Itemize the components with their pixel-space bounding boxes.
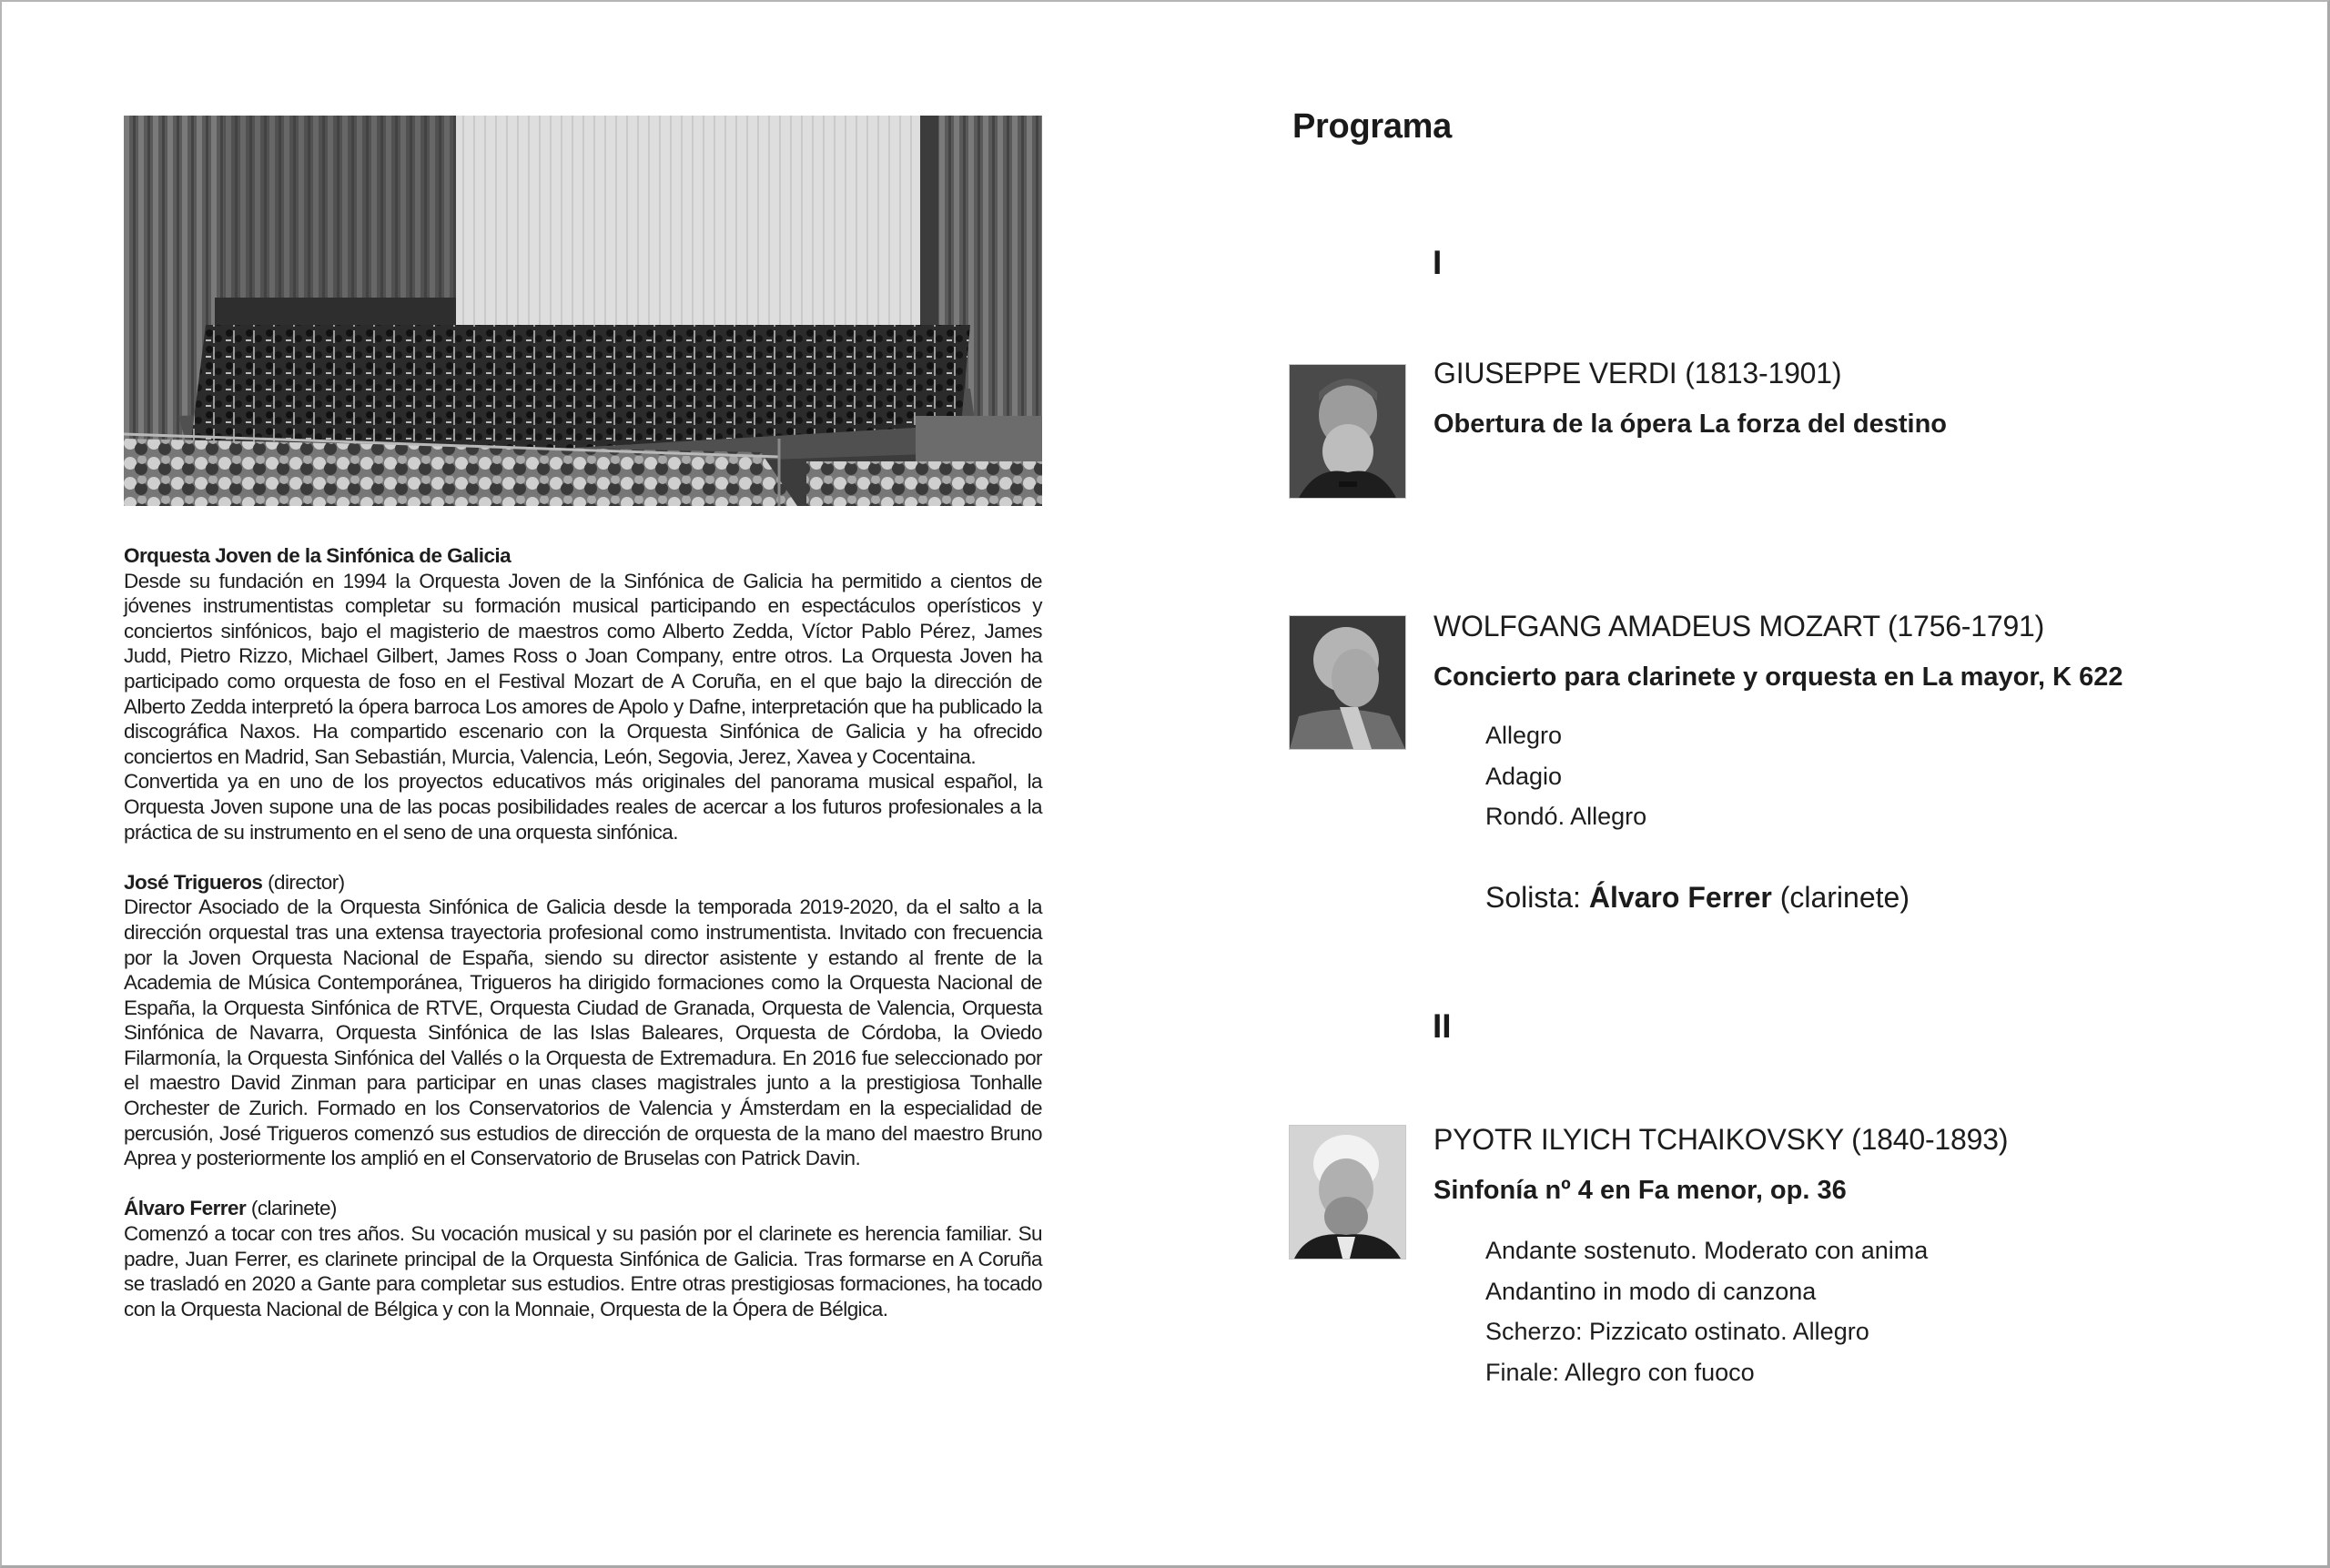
bio-orchestra	[124, 543, 1042, 845]
soloist-name: Álvaro Ferrer	[1588, 881, 1772, 914]
mozart-portrait	[1289, 615, 1406, 750]
part-numeral-2: II	[1433, 1007, 1452, 1045]
movement-item: Rondó. Allegro	[1485, 803, 1647, 830]
bio-soloist	[124, 1196, 1042, 1321]
work-title: Obertura de la ópera La forza del destino	[1433, 410, 1948, 439]
soloist-line	[1485, 881, 1910, 915]
soloist-label: Solista:	[1485, 881, 1589, 914]
verdi-portrait-icon	[1290, 365, 1405, 498]
mozart-portrait-icon	[1290, 616, 1405, 749]
bio-name: José Trigueros	[124, 870, 263, 894]
movement-item: Allegro	[1485, 722, 1563, 749]
work-title: Sinfonía nº 4 en Fa menor, op. 36	[1433, 1176, 1847, 1205]
program-title: Programa	[1292, 107, 1453, 146]
movement-item: Andante sostenuto. Moderato con anima	[1485, 1237, 1929, 1264]
movement-item: Andantino in modo di canzona	[1485, 1277, 1817, 1305]
movement-item: Finale: Allegro con fuoco	[1485, 1358, 1755, 1386]
movement-list	[1485, 1230, 1928, 1392]
movement-list	[1485, 715, 1646, 837]
part-numeral-1: I	[1433, 244, 1443, 281]
bio-heading	[124, 543, 1042, 569]
bio-role: (director)	[262, 870, 345, 894]
bio-director	[124, 870, 1042, 1171]
movement-item: Adagio	[1485, 762, 1563, 790]
bio-name: Orquesta Joven de la Sinfónica de Galicia	[124, 544, 512, 567]
orchestra-photo-icon	[124, 116, 1042, 506]
work-title: Concierto para clarinete y orquesta en La mayor, K 622	[1433, 663, 2123, 692]
bio-text-continued: Convertida ya en uno de los proyectos educativos más originales del panorama musical español, la Orquesta Joven supone una de las pocas posibilidades reales de acercar a los futuros profesionales a la práctica de su instrumento en el seno de una orquesta sinfónica.	[124, 770, 1042, 844]
bio-text: Comenzó a tocar con tres años. Su vocación musical y su pasión por el clarinete es herencia familiar. Su padre, Juan Ferrer, es clarinete principal de la Orquesta Sinfónica de Galicia. Tras formarse en A Coruña se trasladó en 2020 a Gante para completar sus estudios. Entre otras prestigiosas formaciones, ha tocado con la Orquesta Nacional de Bélgica y con la Monnaie, Orquesta de la Ópera de Bélgica.	[124, 1222, 1042, 1320]
movement-item: Scherzo: Pizzicato ostinato. Allegro	[1485, 1318, 1869, 1345]
orchestra-photo	[124, 116, 1042, 506]
tchaikovsky-portrait	[1289, 1125, 1406, 1259]
bio-text: Director Asociado de la Orquesta Sinfónica de Galicia desde la temporada 2019-2020, da el salto a la dirección orquestal tras una extensa trayectoria profesional como instrumentista. Invitado con frecuencia por la Joven Orquesta Nacional de España, siendo su director asistente y estando al frente de la Academia de Música Contemporánea, Trigueros ha dirigido formaciones como la Orquesta Nacional de España, la Orquesta Sinfónica de RTVE, Orquesta Ciudad de Granada, Orquesta de Valencia, Orquesta Sinfónica de Navarra, Orquesta Sinfónica de las Islas Baleares, Orquesta de Córdoba, la Oviedo Filarmonía, la Orquesta Sinfónica del Vallés o la Orquesta de Extremadura. En 2016 fue seleccionado por el maestro David Zinman para participar en unas clases magistrales junto a la prestigiosa Tonhalle Orchester de Zurich. Formado en los Conservatorios de Valencia y Ámsterdam en la especialidad de percusión, José Trigueros comenzó sus estudios de dirección de orquesta de la mano del maestro Bruno Aprea y posteriormente los amplió en el Conservatorio de Bruselas con Patrick Davin.	[124, 895, 1042, 1170]
bio-heading	[124, 1196, 1042, 1221]
composer-name: PYOTR ILYICH TCHAIKOVSKY (1840-1893)	[1433, 1123, 2009, 1156]
bio-text: Desde su fundación en 1994 la Orquesta Joven de la Sinfónica de Galicia ha permitido a cientos de jóvenes instrumentistas completar su formación musical participando en espectáculos operísticos y conciertos sinfónicos, bajo el magisterio de maestros como Alberto Zedda, Víctor Pablo Pérez, James Judd, Pietro Rizzo, Michael Gilbert, James Ross o Joan Company, entre otros. La Orquesta Joven ha participado como orquesta de foso en el Festival Mozart de A Coruña, en el que bajo la dirección de Alberto Zedda interpretó la ópera barroca Los amores de Apolo y Dafne, interpretación que ha publicado la discográfica Naxos. Ha compartido escenario con la Orquesta Sinfónica de Galicia y ha ofrecido conciertos en Madrid, San Sebastián, Murcia, Valencia, León, Segovia, Jerez, Xavea y Cocentaina.	[124, 569, 1042, 768]
composer-name: WOLFGANG AMADEUS MOZART (1756-1791)	[1433, 610, 2045, 642]
composer-name: GIUSEPPE VERDI (1813-1901)	[1433, 357, 1842, 389]
tchaikovsky-portrait-icon	[1290, 1126, 1405, 1259]
biographies	[124, 543, 1042, 1347]
verdi-portrait	[1289, 364, 1406, 499]
bio-heading	[124, 870, 1042, 895]
bio-role: (clarinete)	[246, 1197, 337, 1220]
soloist-instrument: (clarinete)	[1771, 881, 1910, 914]
bio-name: Álvaro Ferrer	[124, 1197, 247, 1220]
